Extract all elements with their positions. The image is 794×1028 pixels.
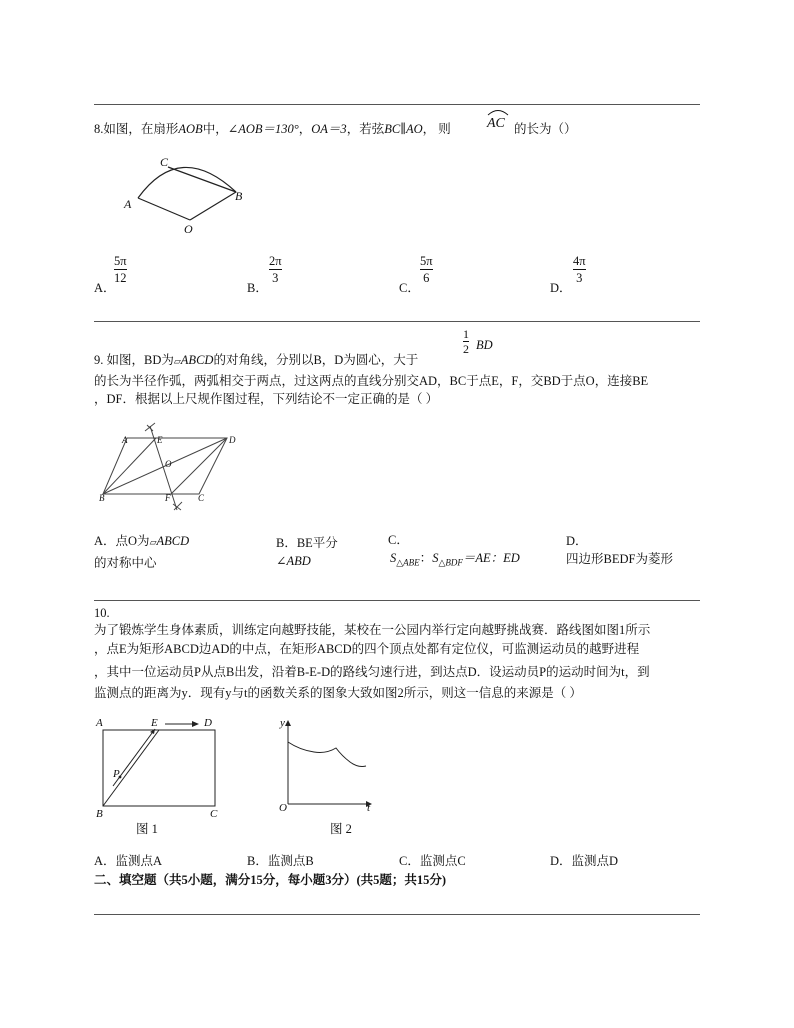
q10-fig1-label-p: P (113, 768, 120, 780)
q10-figure2-graph (270, 712, 380, 812)
q9-option-a[interactable]: A．点O为▱ABCD (94, 534, 190, 548)
q8-stem: 8.如图，在扇形AOB中，∠AOB＝130°，OA＝3，若弦BC∥AO， 则 (94, 122, 451, 136)
q8-label-o: O (184, 222, 193, 236)
q10-fig1-label-e: E (151, 717, 158, 729)
q9-line2: 的长为半径作弧，两弧相交于两点，过这两点的直线分别交AD，BC于点E，F，交BD于点O，连接BE (94, 374, 649, 388)
q9-frac-bd: BD (476, 338, 493, 352)
q10-option-b[interactable]: B．监测点B (247, 854, 314, 868)
q9-half-frac: 1 2 (463, 327, 469, 356)
q10-fig2-caption: 图 2 (330, 822, 352, 836)
top-divider (94, 104, 700, 105)
q9-line1: 9. 如图，BD为▱ABCD的对角线，分别以B，D为圆心，大于 (94, 353, 419, 367)
section2-title: 二、填空题（共5小题，满分15分，每小题3分）(共5题；共15分) (94, 873, 447, 887)
parallelogram-icon: ▱ (173, 356, 181, 366)
q10-fig1-label-c: C (210, 808, 218, 820)
q10-option-c[interactable]: C．监测点C (399, 854, 466, 868)
q10-fig1-label-d: D (204, 717, 212, 729)
q10-fig2-label-o: O (279, 802, 287, 814)
q10-fig2-label-y: y (280, 717, 285, 729)
q9-option-c[interactable]: C． (388, 533, 409, 547)
q9-line3: ，DF．根据以上尺规作图过程，下列结论不一定正确的是（ ） (94, 392, 439, 406)
q8-option-b-frac: 2π 3 (269, 254, 282, 285)
q8-option-c-frac: 5π 6 (420, 254, 433, 285)
q9-option-a-line2: 的对称中心 (94, 556, 157, 570)
q10-option-a[interactable]: A．监测点A (94, 854, 163, 868)
q10-option-d[interactable]: D．监测点D (550, 854, 619, 868)
q10-number: 10. (94, 606, 110, 620)
q10-fig1-label-b: B (96, 808, 103, 820)
divider-q8-q9 (94, 321, 700, 322)
q9-option-b-line2: ∠ABD (276, 554, 311, 568)
q9-option-b[interactable]: B．BE平分 (276, 536, 338, 550)
q8-option-c[interactable]: C． (399, 281, 420, 295)
q10-line4: 监测点的距离为y．现有y与t的函数关系的图象大致如图2所示，则这一信息的来源是（ ） (94, 686, 582, 700)
q9-option-d-line2: 四边形BEDF为菱形 (566, 552, 673, 566)
q8-label-a: A (124, 197, 132, 211)
q9-option-c-formula: $S_{\triangle ABE}$：$S_{\triangle BDF}=AE$：ED (390, 551, 520, 568)
q10-line1: 为了锻炼学生身体素质，训练定向越野技能，某校在一公园内举行定向越野挑战赛．路线图如图1所示 (94, 623, 651, 637)
q9-label-o: O (165, 459, 172, 469)
q8-option-a-frac: 5π 12 (114, 254, 127, 285)
q9-label-f: F (165, 493, 171, 503)
q9-label-a: A (122, 435, 128, 445)
q8-option-d-frac: 4π 3 (573, 254, 586, 285)
q9-label-b: B (99, 493, 105, 503)
q8-option-a[interactable]: A． (94, 281, 116, 295)
q8-option-b[interactable]: B． (247, 281, 268, 295)
q8-arc-ac: AC (487, 116, 505, 131)
divider-q9-q10 (94, 600, 700, 601)
q10-fig2-label-t: t (367, 802, 371, 814)
q8-label-c: C (160, 155, 169, 169)
q10-line3: ，其中一位运动员P从点B出发，沿着B-E-D的路线匀速行进，到达点D．设运动员P的运动时间为t，到 (94, 665, 650, 679)
q8-label-b: B (235, 189, 243, 203)
q9-label-d: D (229, 435, 236, 445)
q10-fig1-label-a: A (96, 717, 103, 729)
q10-line2: ，点E为矩形ABCD边AD的中点，在矩形ABCD的四个顶点处都有定位仪，可监测运动员的越野进程 (94, 642, 640, 656)
q8-option-d[interactable]: D． (550, 281, 572, 295)
q9-label-c: C (198, 493, 205, 503)
q9-option-d[interactable]: D． (566, 534, 588, 548)
arc-hat-icon (487, 108, 509, 116)
q8-stem-end: 的长为（） (514, 122, 577, 136)
q9-label-e: E (157, 435, 163, 445)
q10-fig1-caption: 图 1 (136, 822, 158, 836)
bottom-divider (94, 914, 700, 915)
